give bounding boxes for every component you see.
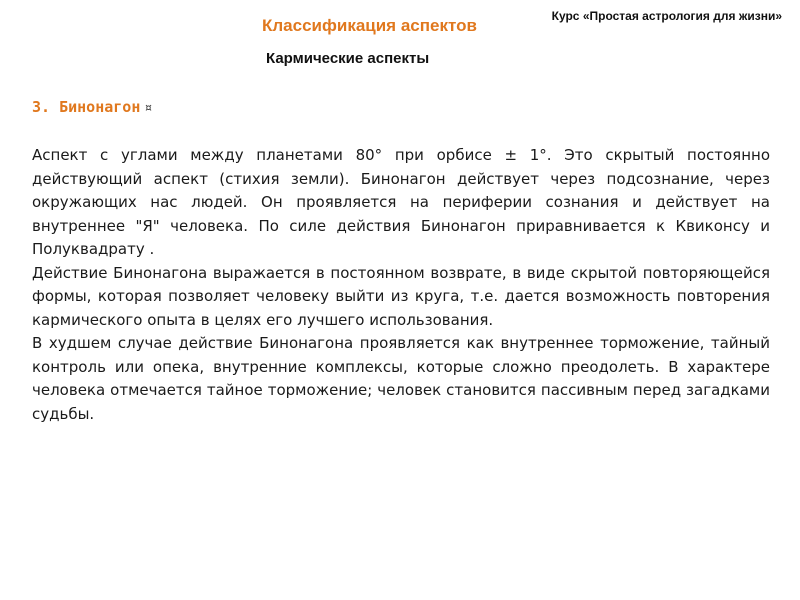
paragraph-worst-case: В худшем случае действие Бинонагона проявляется как внутреннее торможение, тайный контроль или опека, внутренние комплексы, которые сложно преодолеть. В характере человека отмечается тайное торможение; человек становится пассивным перед загадками судьбы. [32, 334, 770, 423]
course-name: Курс «Простая астрология для жизни» [551, 9, 782, 23]
body-text [32, 144, 770, 426]
slide-title: Классификация аспектов [262, 16, 477, 35]
slide-subtitle: Кармические аспекты [266, 50, 430, 67]
section-heading [32, 98, 152, 116]
paragraph-action: Действие Бинонагона выражается в постоянном возврате, в виде скрытой повторяющейся формы, которая позволяет человеку выйти из круга, т.е. дается возможность повторения кармического опыта в целях его лучшего использования. [32, 263, 770, 329]
section-heading-text: 3. Бинонагон [32, 98, 141, 116]
paragraph-definition: Аспект с углами между планетами 80° при орбисе ± 1°. Это скрытый постоянно действующий аспект (стихия земли). Бинонагон действует через подсознание, через окружающих нас людей. Он проявляется на периферии сознания и действует на внутреннее "Я" человека. По силе действия Бинонагон приравнивается к Квиконсу и Полуквадрату . [32, 146, 770, 258]
aspect-symbol-icon: ¤ [144, 101, 153, 116]
